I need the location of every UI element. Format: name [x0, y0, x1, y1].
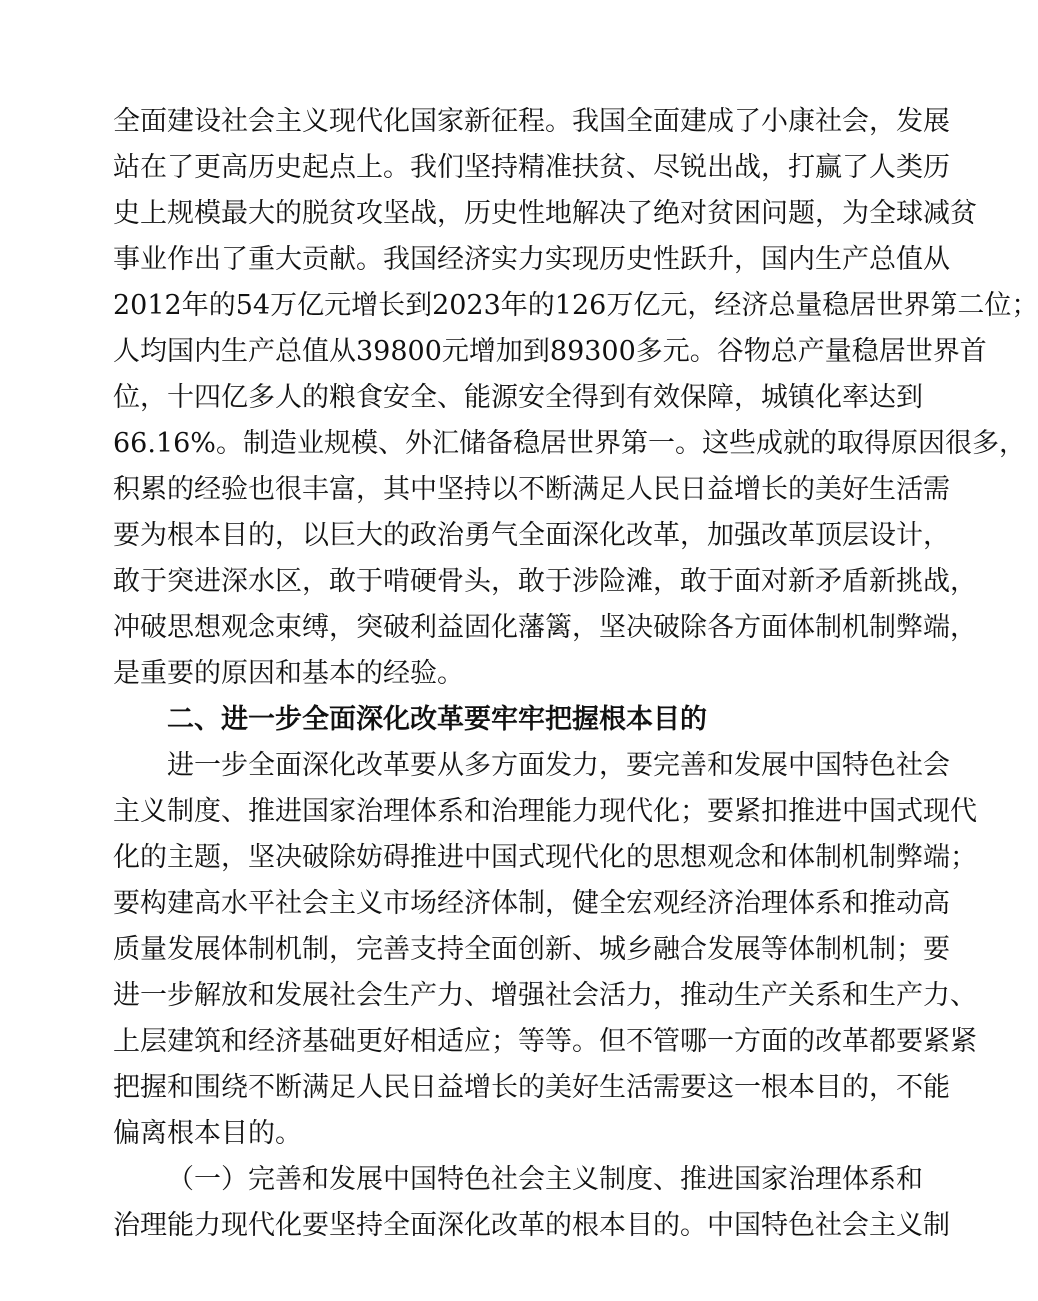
text-line: 要为根本目的，以巨大的政治勇气全面深化改革，加强改革顶层设计，	[113, 520, 950, 551]
text-line: 冲破思想观念束缚，突破利益固化藩篱，坚决破除各方面体制机制弊端，	[113, 612, 977, 643]
text-line: 上层建筑和经济基础更好相适应；等等。但不管哪一方面的改革都要紧紧	[113, 1026, 977, 1057]
text-line: 进一步全面深化改革要从多方面发力，要完善和发展中国特色社会	[167, 750, 950, 781]
text-line: 化的主题，坚决破除妨碍推进中国式现代化的思想观念和体制机制弊端；	[113, 842, 977, 873]
text-line: 66.16%。制造业规模、外汇储备稳居世界第一。这些成就的取得原因很多，	[113, 428, 1026, 459]
text-line: 站在了更高历史起点上。我们坚持精准扶贫、尽锐出战，打赢了人类历	[113, 152, 950, 183]
text-line: 偏离根本目的。	[113, 1118, 302, 1149]
text-line: 敢于突进深水区，敢于啃硬骨头，敢于涉险滩，敢于面对新矛盾新挑战，	[113, 566, 977, 597]
text-line: 把握和围绕不断满足人民日益增长的美好生活需要这一根本目的，不能	[113, 1072, 950, 1103]
text-line: 事业作出了重大贡献。我国经济实力实现历史性跃升，国内生产总值从	[113, 244, 950, 275]
text-line: （一）完善和发展中国特色社会主义制度、推进国家治理体系和	[167, 1164, 923, 1195]
text-line: 进一步解放和发展社会生产力、增强社会活力，推动生产关系和生产力、	[113, 980, 977, 1011]
text-line: 主义制度、推进国家治理体系和治理能力现代化；要紧扣推进中国式现代	[113, 796, 977, 827]
section-heading: 二、进一步全面深化改革要牢牢把握根本目的	[167, 704, 707, 735]
text-line: 积累的经验也很丰富，其中坚持以不断满足人民日益增长的美好生活需	[113, 474, 950, 505]
text-line: 2012年的54万亿元增长到2023年的126万亿元，经济总量稳居世界第二位；	[113, 290, 1038, 321]
text-line: 人均国内生产总值从39800元增加到89300多元。谷物总产量稳居世界首	[113, 336, 987, 367]
text-line: 治理能力现代化要坚持全面深化改革的根本目的。中国特色社会主义制	[113, 1210, 950, 1241]
text-line: 是重要的原因和基本的经验。	[113, 658, 464, 689]
text-line: 史上规模最大的脱贫攻坚战，历史性地解决了绝对贫困问题，为全球减贫	[113, 198, 977, 229]
text-line: 要构建高水平社会主义市场经济体制，健全宏观经济治理体系和推动高	[113, 888, 950, 919]
text-line: 质量发展体制机制，完善支持全面创新、城乡融合发展等体制机制；要	[113, 934, 950, 965]
text-line: 全面建设社会主义现代化国家新征程。我国全面建成了小康社会，发展	[113, 106, 950, 137]
text-line: 位，十四亿多人的粮食安全、能源安全得到有效保障，城镇化率达到	[113, 382, 923, 413]
